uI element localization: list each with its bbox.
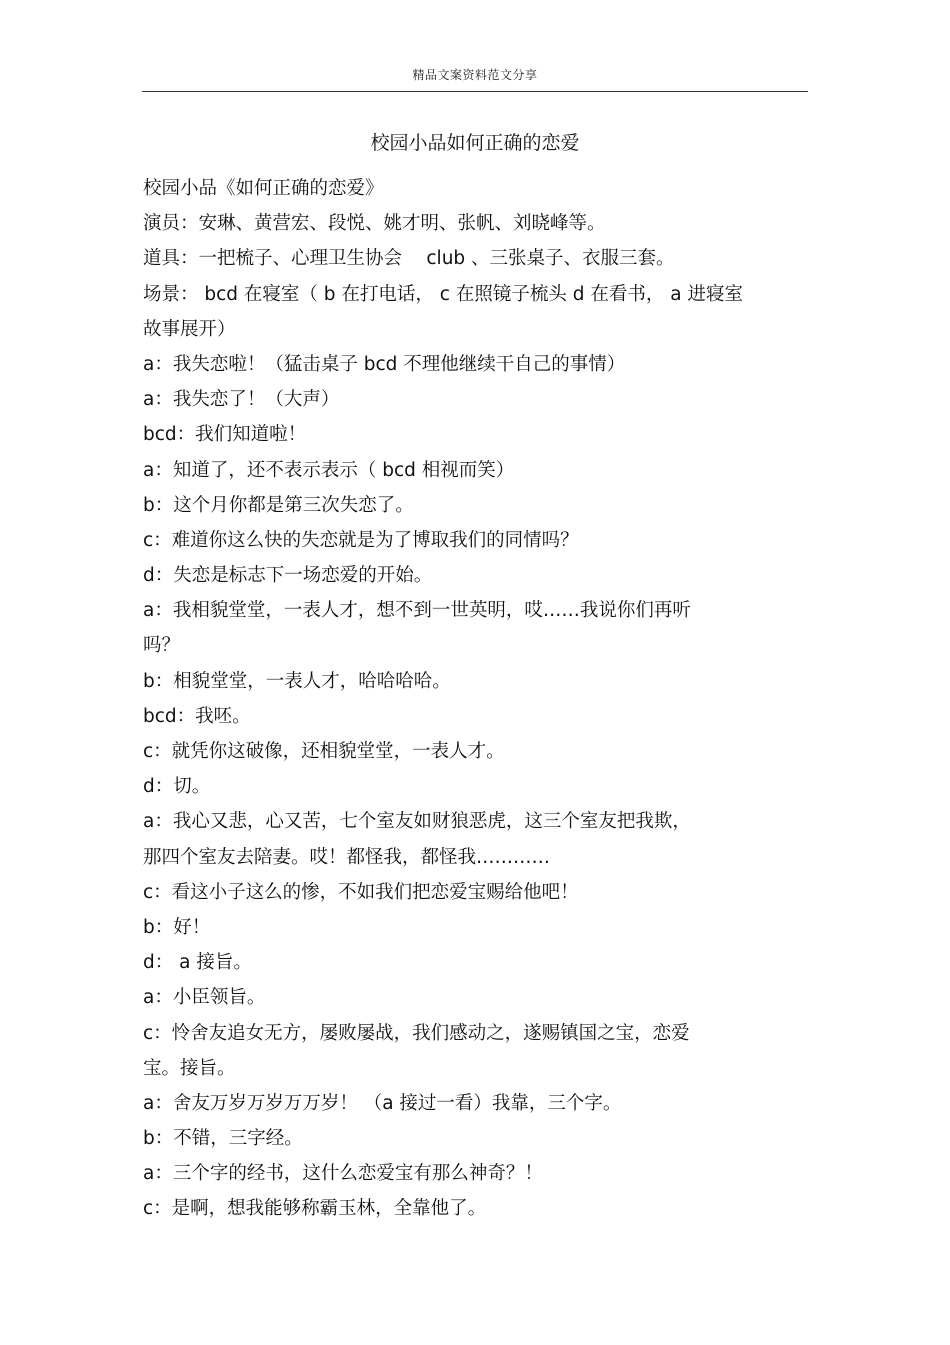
body-line: b：好！ <box>143 916 211 938</box>
body-line: b：相貌堂堂，一表人才，哈哈哈哈。 <box>143 670 451 692</box>
document-title: 校园小品如何正确的恋爱 <box>370 132 580 154</box>
body-line: c：难道你这么快的失恋就是为了博取我们的同情吗？ <box>143 529 579 551</box>
body-line: a：我心又悲，心又苦，七个室友如财狼恶虎，这三个室友把我欺， <box>143 811 691 833</box>
body-line: 道具：一把梳子、心理卫生协会 club 、三张桌子、衣服三套。 <box>143 248 675 270</box>
body-line: a：知道了，还不表示表示（ bcd 相视而笑） <box>143 459 515 481</box>
body-line: c：怜舍友追女无方，屡败屡战，我们感动之，遂赐镇国之宝，恋爱 <box>143 1022 690 1044</box>
body-line: a：小臣领旨。 <box>143 987 266 1009</box>
body-line: 校园小品《如何正确的恋爱》 <box>143 178 384 199</box>
body-line: a：我失恋了！（大声） <box>143 389 340 411</box>
body-line: c：就凭你这破像，还相貌堂堂，一表人才。 <box>143 741 505 762</box>
body-line: d：失恋是标志下一场恋爱的开始。 <box>143 565 433 587</box>
body-line: bcd：我们知道啦！ <box>143 424 307 446</box>
body-line: a：舍友万岁万岁万万岁！ （a 接过一看）我靠，三个字。 <box>143 1092 622 1114</box>
body-line: a：三个字的经书，这什么恋爱宝有那么神奇？！ <box>143 1163 543 1185</box>
body-line: 故事展开） <box>143 318 236 340</box>
body-line: a：我失恋啦！（猛击桌子 bcd 不理他继续干自己的事情） <box>143 353 626 375</box>
body-line: b：不错，三字经。 <box>143 1128 303 1150</box>
body-line: d：切。 <box>143 776 211 798</box>
body-line: a：我相貌堂堂，一表人才，想不到一世英明，哎……我说你们再听 <box>143 600 691 622</box>
body-line: 吗？ <box>143 635 181 657</box>
body-line: b：这个月你都是第三次失恋了。 <box>143 494 414 516</box>
header-divider <box>142 91 808 92</box>
body-line: 演员：安琳、黄营宏、段悦、姚才明、张帆、刘晓峰等。 <box>143 213 606 235</box>
body-line: 那四个室友去陪妻。哎！都怪我，都怪我………… <box>143 846 551 868</box>
body-line: 宝。接旨。 <box>143 1057 236 1079</box>
document-body <box>143 171 808 1227</box>
body-line: d： a 接旨。 <box>143 952 252 974</box>
page-header: 精品文案资料范文分享 <box>412 68 538 82</box>
body-line: bcd：我呸。 <box>143 705 251 727</box>
body-line: c：看这小子这么的惨，不如我们把恋爱宝赐给他吧！ <box>143 881 579 903</box>
body-line: c：是啊，想我能够称霸玉林，全靠他了。 <box>143 1198 487 1220</box>
body-line: 场景： bcd 在寝室（ b 在打电话， c 在照镜子梳头 d 在看书， a 进寝室 <box>143 283 743 305</box>
